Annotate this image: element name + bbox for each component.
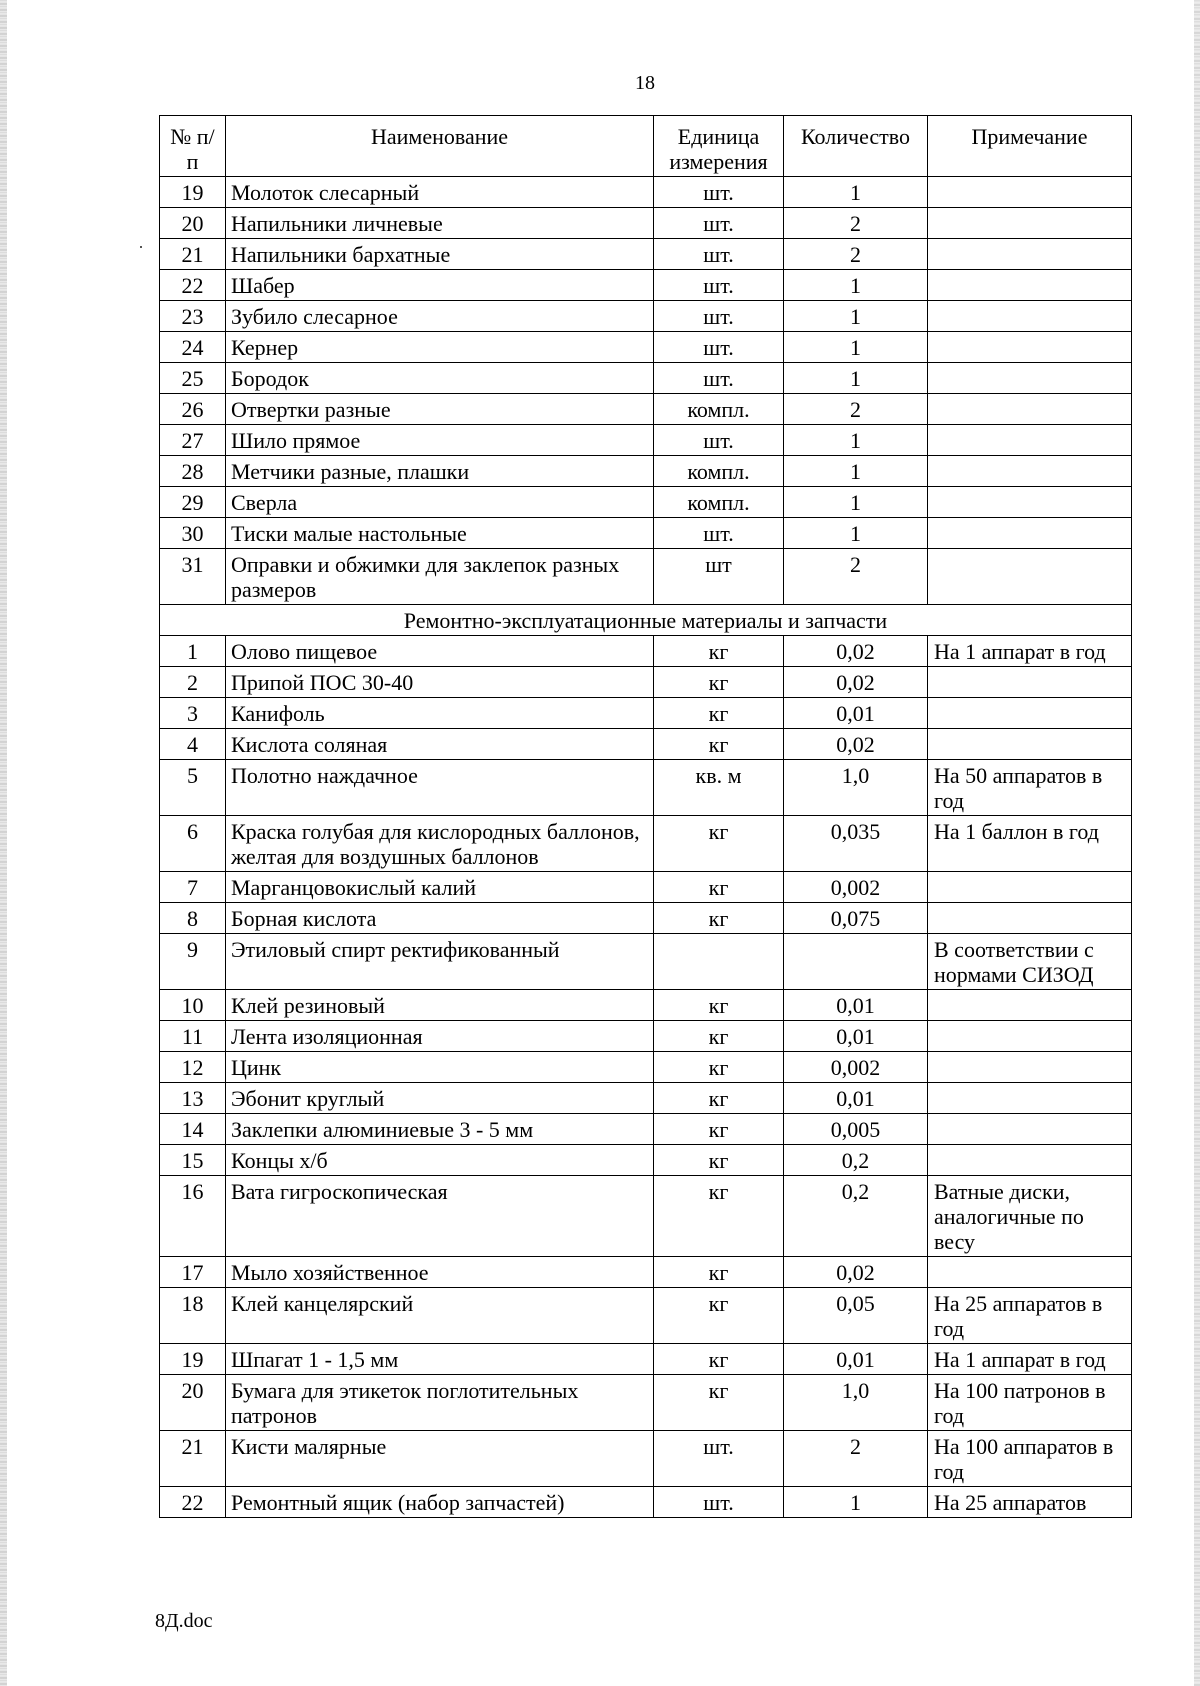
item-quantity: 1 — [784, 425, 928, 456]
item-name: Шабер — [226, 270, 654, 301]
item-name: Этиловый спирт ректификованный — [226, 934, 654, 990]
tools-body — [160, 177, 1132, 605]
item-unit: компл. — [654, 394, 784, 425]
item-quantity: 2 — [784, 1431, 928, 1487]
item-name: Припой ПОС 30-40 — [226, 667, 654, 698]
table-row — [160, 1257, 1132, 1288]
row-number: 23 — [160, 301, 226, 332]
item-quantity: 0,005 — [784, 1114, 928, 1145]
table-row — [160, 1344, 1132, 1375]
row-number: 2 — [160, 667, 226, 698]
item-note — [928, 301, 1132, 332]
row-number: 19 — [160, 1344, 226, 1375]
table-row — [160, 456, 1132, 487]
row-number: 20 — [160, 1375, 226, 1431]
header-name: Наименование — [226, 116, 654, 177]
item-name: Сверла — [226, 487, 654, 518]
item-unit: шт. — [654, 1431, 784, 1487]
row-number: 25 — [160, 363, 226, 394]
item-name: Бородок — [226, 363, 654, 394]
item-name: Зубило слесарное — [226, 301, 654, 332]
item-note — [928, 729, 1132, 760]
item-name: Напильники бархатные — [226, 239, 654, 270]
table-row — [160, 1145, 1132, 1176]
item-quantity: 2 — [784, 549, 928, 605]
item-unit: шт. — [654, 332, 784, 363]
item-name: Краска голубая для кислородных баллонов, желтая для воздушных баллонов — [226, 816, 654, 872]
table-row — [160, 394, 1132, 425]
scan-speck — [140, 246, 142, 248]
table-row — [160, 1083, 1132, 1114]
item-unit: шт. — [654, 177, 784, 208]
item-unit: кг — [654, 872, 784, 903]
item-name: Цинк — [226, 1052, 654, 1083]
item-unit: кг — [654, 1145, 784, 1176]
item-name: Шпагат 1 - 1,5 мм — [226, 1344, 654, 1375]
item-name: Борная кислота — [226, 903, 654, 934]
table-row — [160, 934, 1132, 990]
item-unit: шт. — [654, 270, 784, 301]
row-number: 21 — [160, 1431, 226, 1487]
scan-edge-left — [0, 0, 7, 1686]
item-name: Напильники личневые — [226, 208, 654, 239]
item-unit: кг — [654, 1257, 784, 1288]
item-unit: кв. м — [654, 760, 784, 816]
item-name: Лента изоляционная — [226, 1021, 654, 1052]
item-unit: компл. — [654, 487, 784, 518]
item-unit: кг — [654, 1083, 784, 1114]
item-unit: кг — [654, 1344, 784, 1375]
row-number: 22 — [160, 270, 226, 301]
item-unit: шт. — [654, 518, 784, 549]
table-row — [160, 487, 1132, 518]
item-quantity: 1 — [784, 270, 928, 301]
item-quantity: 0,002 — [784, 872, 928, 903]
item-unit: шт. — [654, 301, 784, 332]
table-row — [160, 239, 1132, 270]
item-unit: компл. — [654, 456, 784, 487]
row-number: 9 — [160, 934, 226, 990]
item-unit: шт. — [654, 363, 784, 394]
row-number: 19 — [160, 177, 226, 208]
section-row — [160, 605, 1132, 636]
item-unit: шт. — [654, 425, 784, 456]
section-title: Ремонтно-эксплуатационные материалы и запчасти — [160, 605, 1132, 636]
scan-edge-right — [1194, 0, 1200, 1686]
item-quantity: 0,01 — [784, 1344, 928, 1375]
item-name: Шило прямое — [226, 425, 654, 456]
item-quantity: 1 — [784, 1487, 928, 1518]
page-number: 18 — [635, 72, 655, 94]
table-row — [160, 760, 1132, 816]
row-number: 7 — [160, 872, 226, 903]
item-name: Кислота соляная — [226, 729, 654, 760]
row-number: 15 — [160, 1145, 226, 1176]
row-number: 10 — [160, 990, 226, 1021]
item-note — [928, 1114, 1132, 1145]
item-note — [928, 698, 1132, 729]
table-row — [160, 1487, 1132, 1518]
table-row — [160, 636, 1132, 667]
item-quantity: 2 — [784, 394, 928, 425]
materials-body — [160, 636, 1132, 1518]
item-name: Канифоль — [226, 698, 654, 729]
row-number: 26 — [160, 394, 226, 425]
table-row — [160, 332, 1132, 363]
item-note: В соответствии с нормами СИЗОД — [928, 934, 1132, 990]
table-row — [160, 1052, 1132, 1083]
item-name: Олово пищевое — [226, 636, 654, 667]
item-unit: кг — [654, 816, 784, 872]
row-number: 28 — [160, 456, 226, 487]
item-quantity: 2 — [784, 239, 928, 270]
item-note — [928, 208, 1132, 239]
item-quantity: 1 — [784, 456, 928, 487]
item-note: На 1 баллон в год — [928, 816, 1132, 872]
item-note — [928, 549, 1132, 605]
section-body — [160, 605, 1132, 636]
row-number: 16 — [160, 1176, 226, 1257]
row-number: 3 — [160, 698, 226, 729]
table-header-row — [160, 116, 1132, 177]
item-name: Концы х/б — [226, 1145, 654, 1176]
item-quantity: 0,05 — [784, 1288, 928, 1344]
item-unit: шт. — [654, 208, 784, 239]
item-name: Кернер — [226, 332, 654, 363]
item-name: Клей канцелярский — [226, 1288, 654, 1344]
item-quantity: 0,035 — [784, 816, 928, 872]
item-name: Клей резиновый — [226, 990, 654, 1021]
materials-table — [159, 115, 1132, 1518]
row-number: 29 — [160, 487, 226, 518]
item-note: Ватные диски, аналогичные по весу — [928, 1176, 1132, 1257]
item-note: На 100 аппаратов в год — [928, 1431, 1132, 1487]
item-quantity: 1 — [784, 301, 928, 332]
row-number: 14 — [160, 1114, 226, 1145]
item-note — [928, 903, 1132, 934]
item-quantity — [784, 934, 928, 990]
item-note — [928, 487, 1132, 518]
item-quantity: 0,075 — [784, 903, 928, 934]
row-number: 17 — [160, 1257, 226, 1288]
item-note: На 100 патронов в год — [928, 1375, 1132, 1431]
item-name: Эбонит круглый — [226, 1083, 654, 1114]
item-quantity: 1 — [784, 487, 928, 518]
table-row — [160, 816, 1132, 872]
item-note — [928, 518, 1132, 549]
item-name: Бумага для этикеток поглотительных патронов — [226, 1375, 654, 1431]
table-row — [160, 667, 1132, 698]
row-number: 8 — [160, 903, 226, 934]
item-note: На 1 аппарат в год — [928, 1344, 1132, 1375]
item-quantity: 1 — [784, 363, 928, 394]
item-quantity: 0,01 — [784, 1021, 928, 1052]
item-unit: кг — [654, 1021, 784, 1052]
table-row — [160, 903, 1132, 934]
item-note: На 25 аппаратов в год — [928, 1288, 1132, 1344]
item-note — [928, 270, 1132, 301]
item-name: Ремонтный ящик (набор запчастей) — [226, 1487, 654, 1518]
table-row — [160, 549, 1132, 605]
item-unit: кг — [654, 698, 784, 729]
row-number: 27 — [160, 425, 226, 456]
item-name: Мыло хозяйственное — [226, 1257, 654, 1288]
item-unit — [654, 934, 784, 990]
item-unit: кг — [654, 1114, 784, 1145]
item-unit: кг — [654, 1375, 784, 1431]
item-unit: шт — [654, 549, 784, 605]
item-note — [928, 456, 1132, 487]
item-quantity: 0,02 — [784, 1257, 928, 1288]
item-note — [928, 394, 1132, 425]
table-container — [159, 115, 1131, 1518]
header-note: Примечание — [928, 116, 1132, 177]
table-row — [160, 872, 1132, 903]
item-note — [928, 872, 1132, 903]
item-note — [928, 1021, 1132, 1052]
row-number: 22 — [160, 1487, 226, 1518]
header-unit: Единица измерения — [654, 116, 784, 177]
item-quantity: 0,01 — [784, 698, 928, 729]
row-number: 13 — [160, 1083, 226, 1114]
item-quantity: 0,01 — [784, 990, 928, 1021]
item-name: Отвертки разные — [226, 394, 654, 425]
item-quantity: 0,02 — [784, 636, 928, 667]
item-note — [928, 177, 1132, 208]
item-note — [928, 363, 1132, 394]
table-row — [160, 425, 1132, 456]
item-name: Метчики разные, плашки — [226, 456, 654, 487]
table-row — [160, 1431, 1132, 1487]
item-name: Кисти малярные — [226, 1431, 654, 1487]
item-quantity: 1,0 — [784, 1375, 928, 1431]
item-unit: кг — [654, 903, 784, 934]
table-row — [160, 1114, 1132, 1145]
item-unit: кг — [654, 1288, 784, 1344]
table-row — [160, 518, 1132, 549]
item-note: На 1 аппарат в год — [928, 636, 1132, 667]
row-number: 12 — [160, 1052, 226, 1083]
table-row — [160, 698, 1132, 729]
row-number: 1 — [160, 636, 226, 667]
table-row — [160, 729, 1132, 760]
table-row — [160, 990, 1132, 1021]
row-number: 20 — [160, 208, 226, 239]
row-number: 24 — [160, 332, 226, 363]
item-note — [928, 1145, 1132, 1176]
item-name: Марганцовокислый калий — [226, 872, 654, 903]
item-unit: шт. — [654, 239, 784, 270]
item-name: Оправки и обжимки для заклепок разных размеров — [226, 549, 654, 605]
item-note — [928, 1257, 1132, 1288]
item-quantity: 0,2 — [784, 1145, 928, 1176]
table-row — [160, 270, 1132, 301]
row-number: 6 — [160, 816, 226, 872]
row-number: 31 — [160, 549, 226, 605]
item-quantity: 1,0 — [784, 760, 928, 816]
item-quantity: 1 — [784, 177, 928, 208]
row-number: 18 — [160, 1288, 226, 1344]
item-note — [928, 990, 1132, 1021]
table-row — [160, 363, 1132, 394]
item-note — [928, 239, 1132, 270]
table-row — [160, 301, 1132, 332]
item-note — [928, 1083, 1132, 1114]
item-note: На 50 аппаратов в год — [928, 760, 1132, 816]
item-quantity: 0,2 — [784, 1176, 928, 1257]
item-name: Заклепки алюминиевые 3 - 5 мм — [226, 1114, 654, 1145]
table-row — [160, 208, 1132, 239]
table-row — [160, 1021, 1132, 1052]
item-unit: шт. — [654, 1487, 784, 1518]
table-row — [160, 1375, 1132, 1431]
item-quantity: 1 — [784, 332, 928, 363]
item-quantity: 0,01 — [784, 1083, 928, 1114]
item-note — [928, 425, 1132, 456]
item-unit: кг — [654, 636, 784, 667]
row-number: 4 — [160, 729, 226, 760]
table-row — [160, 1176, 1132, 1257]
item-name: Молоток слесарный — [226, 177, 654, 208]
row-number: 21 — [160, 239, 226, 270]
item-note — [928, 332, 1132, 363]
item-quantity: 0,02 — [784, 729, 928, 760]
item-quantity: 0,002 — [784, 1052, 928, 1083]
header-qty: Количество — [784, 116, 928, 177]
item-unit: кг — [654, 729, 784, 760]
item-quantity: 1 — [784, 518, 928, 549]
row-number: 5 — [160, 760, 226, 816]
item-note — [928, 1052, 1132, 1083]
item-quantity: 0,02 — [784, 667, 928, 698]
header-num: № п/п — [160, 116, 226, 177]
item-unit: кг — [654, 1176, 784, 1257]
row-number: 11 — [160, 1021, 226, 1052]
item-note — [928, 667, 1132, 698]
row-number: 30 — [160, 518, 226, 549]
footer-filename: 8Д.doc — [155, 1610, 213, 1632]
item-name: Тиски малые настольные — [226, 518, 654, 549]
item-unit: кг — [654, 667, 784, 698]
item-name: Полотно наждачное — [226, 760, 654, 816]
table-row — [160, 1288, 1132, 1344]
item-unit: кг — [654, 1052, 784, 1083]
item-name: Вата гигроскопическая — [226, 1176, 654, 1257]
item-unit: кг — [654, 990, 784, 1021]
table-row — [160, 177, 1132, 208]
item-quantity: 2 — [784, 208, 928, 239]
item-note: На 25 аппаратов — [928, 1487, 1132, 1518]
